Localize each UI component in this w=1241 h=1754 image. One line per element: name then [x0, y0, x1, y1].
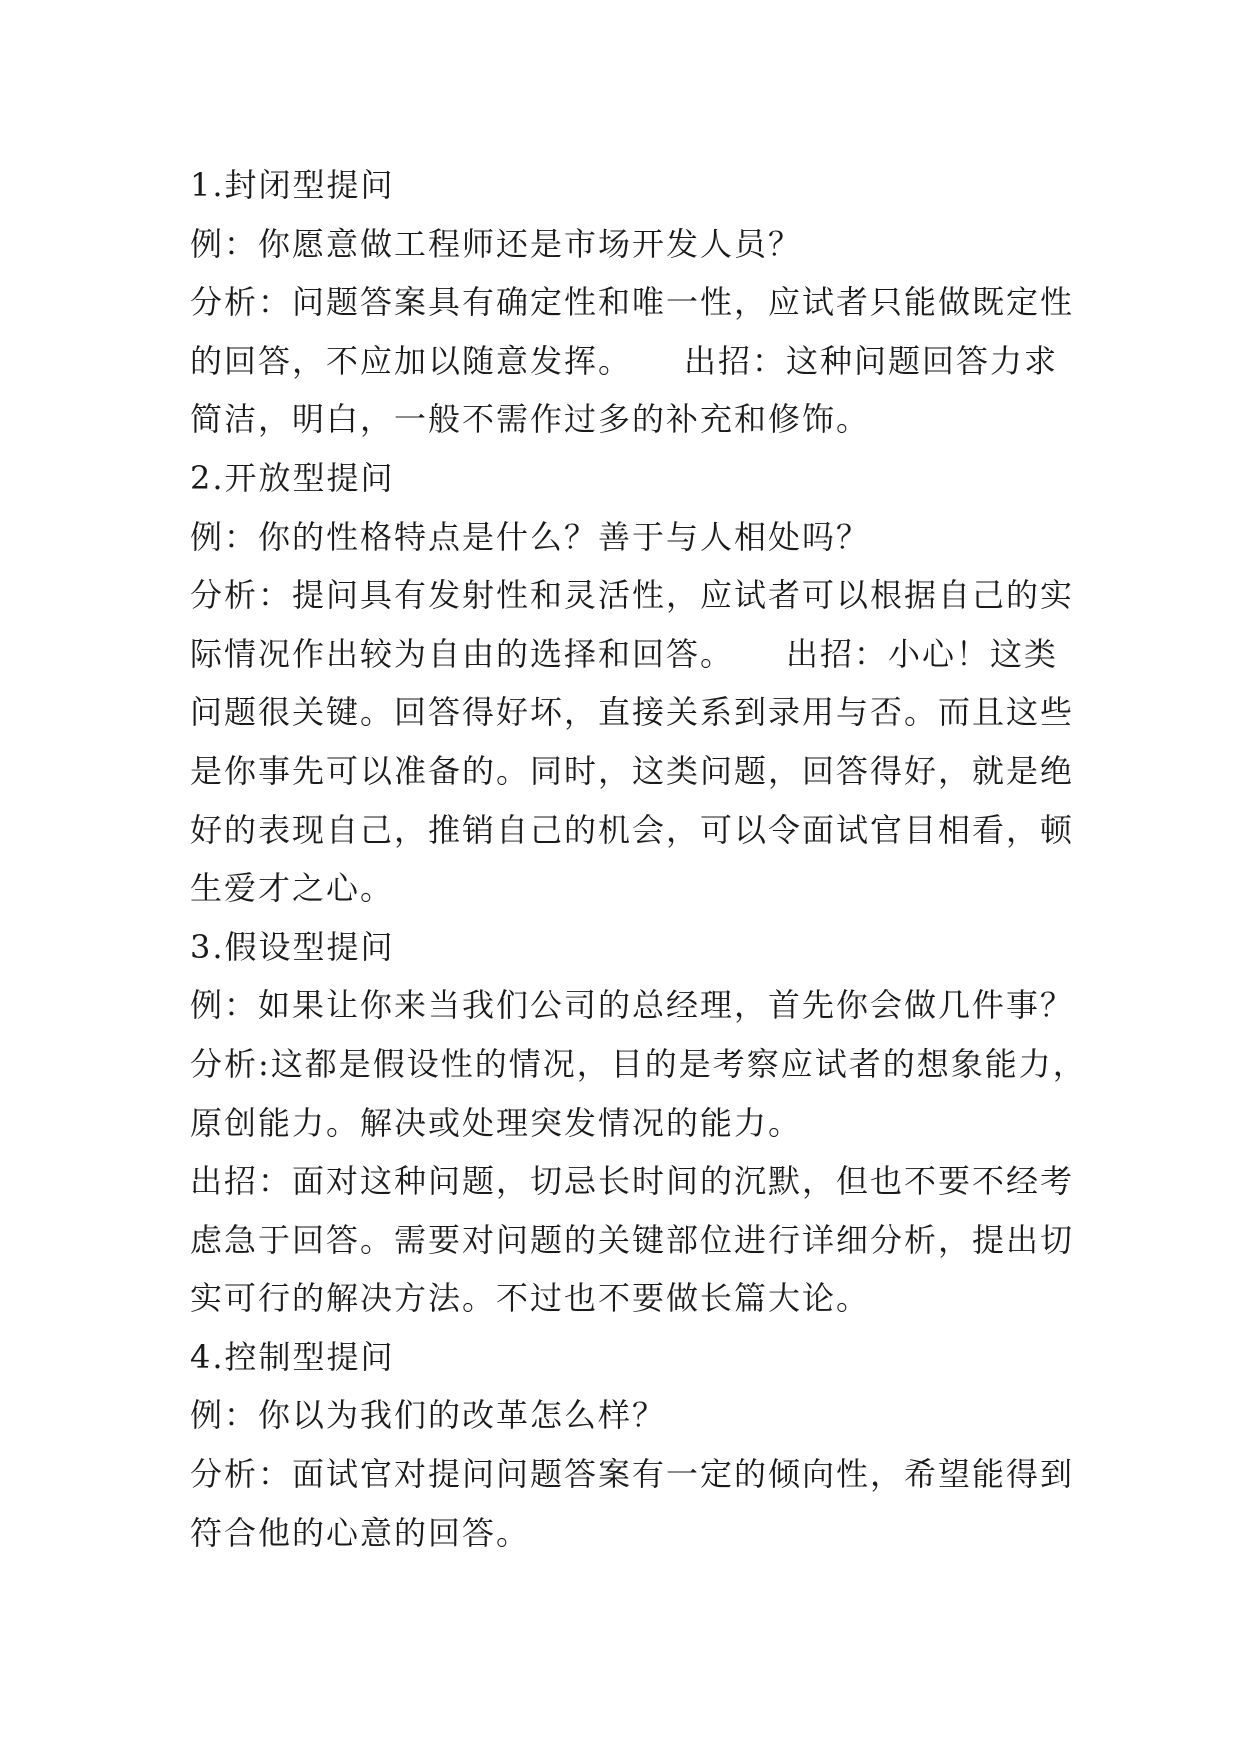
paragraph-line: 简洁，明白，一般不需作过多的补充和修饰。 [190, 400, 871, 439]
paragraph-line: 符合他的心意的回答。 [190, 1513, 531, 1552]
paragraph-line: 分析:这都是假设性的情况，目的是考察应试者的想象能力， [190, 1044, 1087, 1083]
paragraph-line: 分析：面试官对提问问题答案有一定的倾向性，希望能得到 [190, 1455, 1075, 1494]
paragraph-line: 好的表现自己，推销自己的机会，可以令面试官目相看，顿 [190, 810, 1075, 849]
paragraph-line: 实可行的解决方法。不过也不要做长篇大论。 [190, 1279, 871, 1318]
paragraph-line: 是你事先可以准备的。同时，这类问题，回答得好，就是绝 [190, 751, 1075, 790]
paragraph-line: 分析：提问具有发射性和灵活性，应试者可以根据自己的实 [190, 576, 1075, 615]
paragraph-line: 例：如果让你来当我们公司的总经理，首先你会做几件事？ [190, 986, 1075, 1025]
paragraph-line: 分析：问题答案具有确定性和唯一性，应试者只能做既定性 [190, 283, 1075, 322]
paragraph-line: 例：你以为我们的改革怎么样？ [190, 1396, 667, 1435]
paragraph-line: 的回答，不应加以随意发挥。 出招：这种问题回答力求 [190, 341, 1059, 380]
heading-hypothetical-question: 3.假设型提问 [190, 927, 395, 966]
paragraph-line: 例：你的性格特点是什么？善于与人相处吗？ [190, 517, 871, 556]
paragraph-line: 例：你愿意做工程师还是市场开发人员？ [190, 224, 803, 263]
paragraph-line: 问题很关键。回答得好坏，直接关系到录用与否。而且这些 [190, 693, 1075, 732]
heading-closed-question: 1.封闭型提问 [190, 166, 395, 204]
paragraph-line: 生爱才之心。 [190, 869, 395, 908]
paragraph-line: 出招：面对这种问题，切忌长时间的沉默，但也不要不经考 [190, 1162, 1075, 1201]
paragraph-line: 原创能力。解决或处理突发情况的能力。 [190, 1103, 803, 1142]
heading-open-question: 2.开放型提问 [190, 458, 395, 497]
document-body [190, 156, 1087, 1562]
paragraph-line: 际情况作出较为自由的选择和回答。 出招：小心！这类 [190, 634, 1059, 673]
heading-controlled-question: 4.控制型提问 [190, 1337, 395, 1376]
paragraph-line: 虑急于回答。需要对问题的关键部位进行详细分析，提出切 [190, 1220, 1075, 1259]
